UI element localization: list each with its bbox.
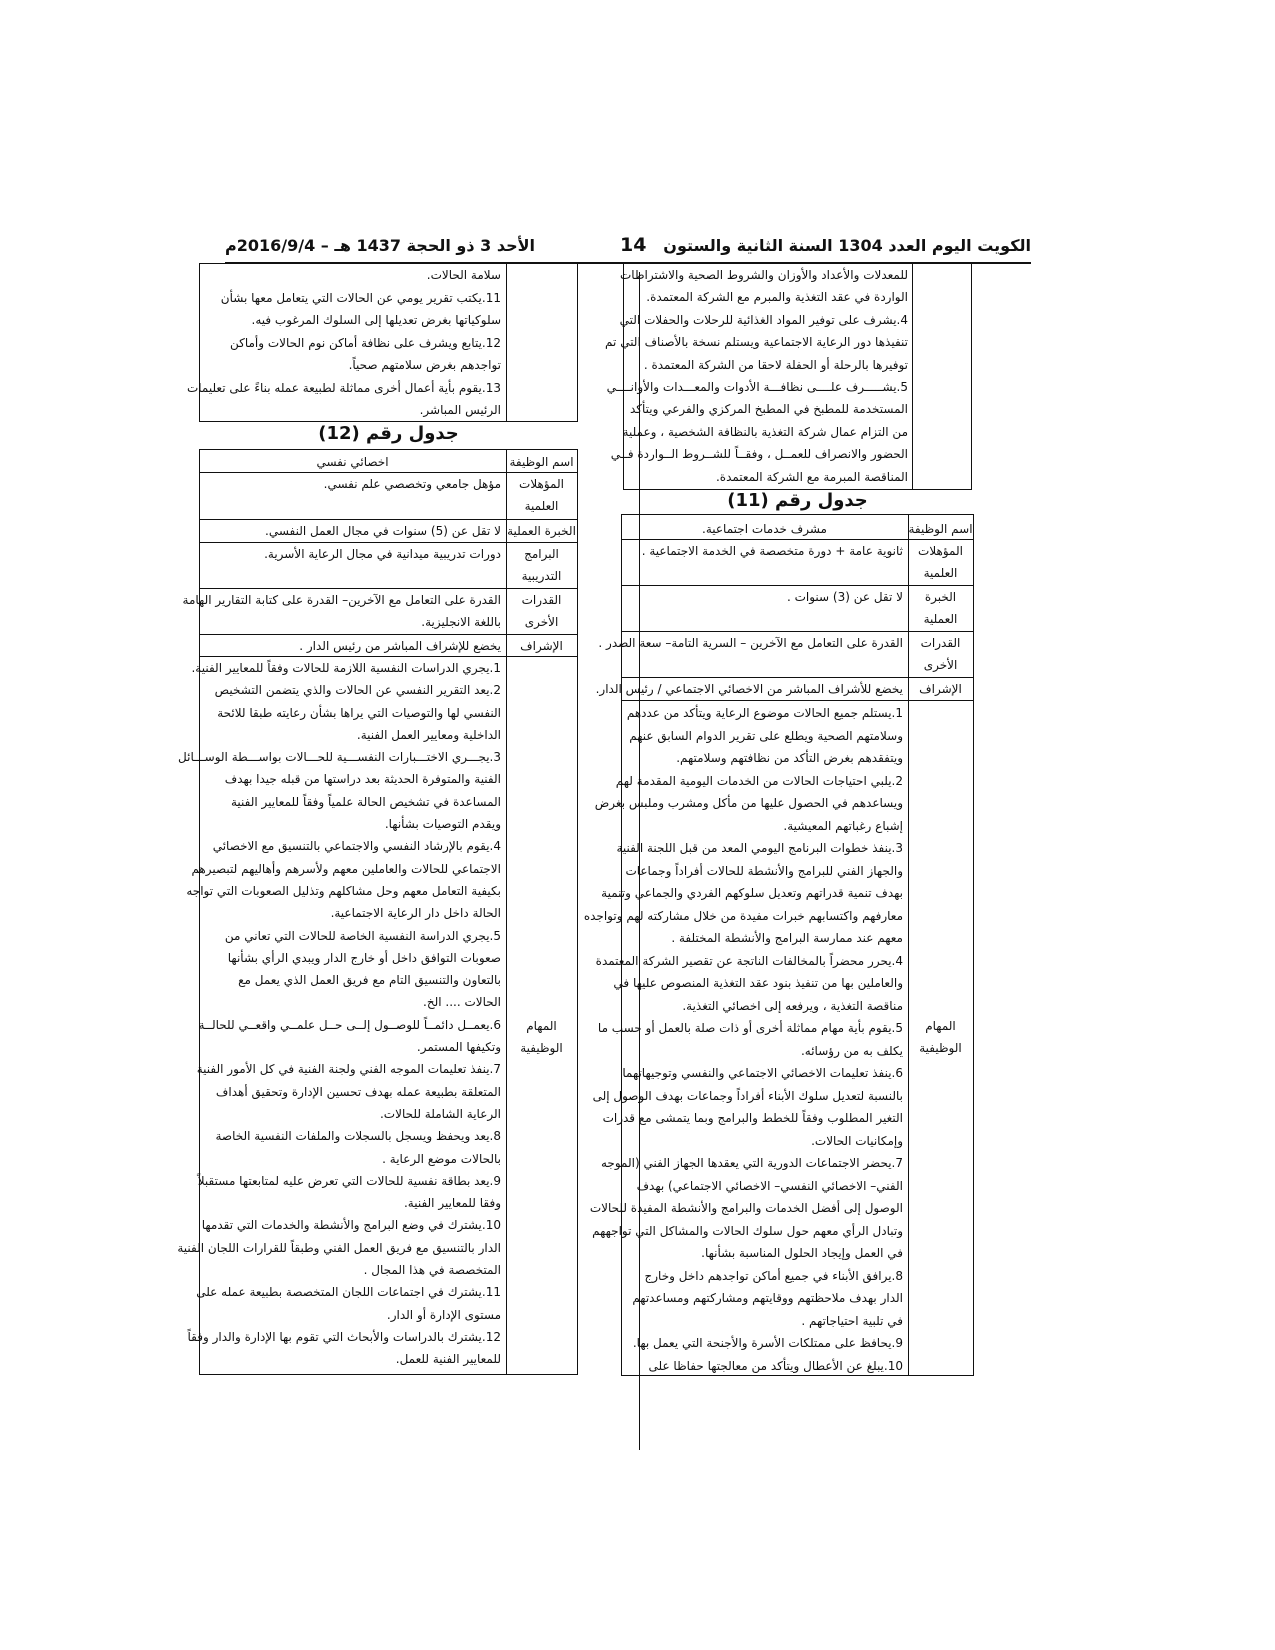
text-line: 6.ينفذ تعليمات الاخصائي الاجتماعي والنفسي وتوجيهاتهما xyxy=(622,1066,903,1080)
text-line: 2.يلبي احتياجات الحالات من الخدمات اليومية المقدمة لهم xyxy=(615,773,903,788)
text-line: الواردة في عقد التغذية والمبرم مع الشركة المعتمدة. xyxy=(646,290,908,305)
text-line: 9.يحافظ على ممتلكات الأسرة والأجنحة التي يعمل بها. xyxy=(632,1336,903,1350)
text-line: 5.يشـــــرف علــــى نظافـــة الأدوات والمعـــدات والأوانــــي xyxy=(606,380,908,395)
training-value: دورات تدريبية ميدانية في مجال الرعاية الأسرية. xyxy=(264,547,501,561)
abilities-label: القدرات الأخرى xyxy=(920,636,961,672)
table-10-continuation xyxy=(605,263,972,490)
table-12 xyxy=(177,449,578,1375)
table-11-continuation xyxy=(186,263,578,422)
text-line: في تلبية احتياجاتهم . xyxy=(801,1313,903,1328)
text-line: الدار بالتنسيق مع فريق العمل الفني وطبقاً للقرارات اللجان الفنية xyxy=(177,1240,501,1255)
text-line: 11.يكتب تقرير يومي عن الحالات التي يتعامل معها بشأن xyxy=(220,290,501,305)
issue-date: الأحد 3 ذو الحجة 1437 هـ – 2016/9/4م xyxy=(225,236,536,255)
supervision-value: يخضع للأشراف المباشر من الاخصائي الاجتماعي / رئيس الدار. xyxy=(595,682,903,696)
text-line: سلامة الحالات. xyxy=(426,268,501,282)
text-line: ويقدم التوصيات بشأنها. xyxy=(384,817,501,832)
supervision-label: الإشراف xyxy=(520,639,563,653)
text-line: بالتعاون والتنسيق التام مع فريق العمل الذي يعمل مع xyxy=(238,973,501,988)
text-line: وسلامتهم الصحية ويطلع على تقرير الدوام السابق عنهم xyxy=(629,728,903,743)
text-line: تواجدهم بغرض سلامتهم صحياً. xyxy=(348,358,501,372)
text-line: 4.يحرر محضراً بالمخالفات الناتجة عن تقصير الشركة المعتمدة xyxy=(595,953,903,968)
duties-label: المهام الوظيفية xyxy=(520,1019,563,1055)
abilities-label: القدرات الأخرى xyxy=(521,593,562,629)
text-line: يكلف به من رؤسائه. xyxy=(800,1043,903,1058)
text-line: المتعلقة بطبيعة عمله بهدف تحسين الإدارة وتحقيق أهداف xyxy=(215,1084,501,1099)
experience-label: الخبرة العملية xyxy=(507,524,576,538)
text-line: 1.يستلم جميع الحالات موضوع الرعاية ويتأكد من عددهم xyxy=(626,706,903,720)
text-line: إشباع رغباتهم المعيشية. xyxy=(783,818,903,833)
experience-value: لا تقل عن (3) سنوات . xyxy=(786,590,903,604)
training-label: البرامج التدريبية xyxy=(521,547,562,583)
text-line: صعوبات التوافق داخل أو خارج الدار ويبدي الرأي بشأنها xyxy=(227,950,501,965)
text-line: الوصول إلى أفضل الخدمات والبرامج والأنشطة المفيدة للحالات xyxy=(589,1201,903,1215)
text-line: 8.يعد ويحفظ ويسجل بالسجلات والملفات النفسية الخاصة xyxy=(215,1129,501,1144)
newspaper-issue-info: الكويت اليوم العدد 1304 السنة الثانية والستون xyxy=(663,236,1031,255)
qualifications-label: المؤهلات العلمية xyxy=(918,544,963,580)
text-line: وتكيفها المستمر. xyxy=(416,1040,501,1055)
text-line: المتخصصة في هذا المجال . xyxy=(363,1263,501,1278)
text-line: الحالة داخل دار الرعاية الاجتماعية. xyxy=(330,906,501,921)
text-line: مناقصة التغذية ، ويرفعه إلى اخصائي التغذية. xyxy=(682,998,903,1013)
text-line: وإمكانيات الحالات. xyxy=(811,1133,903,1148)
text-line: الرئيس المباشر. xyxy=(419,403,501,417)
text-line: 10.يبلغ عن الأعطال ويتأكد من معالجتها حفاظا على xyxy=(648,1358,903,1373)
text-line: 7.يحضر الاجتماعات الدورية التي يعقدها الجهاز الفني (الموجه xyxy=(600,1156,903,1170)
qualifications-value: مؤهل جامعي وتخصصي علم نفسي. xyxy=(323,477,501,491)
text-line: بهدف تنمية قدراتهم وتعديل سلوكهم الفردي والجماعي وتنمية xyxy=(601,886,903,900)
text-line: ويتفقدهم بغرض التأكد من نظافتهم وسلامتهم. xyxy=(676,751,903,765)
text-line: الاجتماعي للحالات والعاملين معهم ولأسرهم وأهاليهم لتبصيرهم xyxy=(191,861,501,876)
text-line: ويساعدهم في الحصول عليها من مأكل ومشرب وملبس بغرض xyxy=(594,796,903,810)
supervision-label: الإشراف xyxy=(919,682,962,696)
text-line: الفني– الاخصائي النفسي– الاخصائي الاجتماعي) بهدف xyxy=(636,1178,903,1193)
text-line: المساعدة في تشخيص الحالة علمياً وفقاً للمعايير الفنية xyxy=(230,794,501,809)
text-line: والجهاز الفني للبرامج والأنشطة للحالات أفراداً وجماعات xyxy=(625,863,903,878)
text-line: الحالات .... الخ. xyxy=(423,995,501,1010)
text-line: بالنسبة لتعديل سلوك الأبناء أفراداً وجماعات بهدف الوصول إلى xyxy=(592,1088,903,1103)
job-title-value: اخصائي نفسي xyxy=(316,455,389,469)
text-line: والعاملين بها من تنفيذ بنود عقد التغذية المنصوص عليها في xyxy=(613,976,903,990)
experience-label: الخبرة العملية xyxy=(923,590,958,626)
text-line: النفسي لها والتوصيات التي يراها بشأن رعايته طبقا للائحة xyxy=(217,705,501,720)
text-line: معارفهم واكتسابهم خبرات مفيدة من خلال مشاركته لهم وتواجده xyxy=(583,908,903,923)
job-title-label: اسم الوظيفة xyxy=(908,522,973,536)
text-line: 5.يجري الدراسة النفسية الخاصة للحالات التي تعاني من xyxy=(224,928,501,943)
qualifications-value: ثانوية عامة + دورة متخصصة في الخدمة الاجتماعية . xyxy=(641,544,903,558)
text-line: 10.يشترك في وضع البرامج والأنشطة والخدمات التي تقدمها xyxy=(201,1218,501,1233)
duties-label: المهام الوظيفية xyxy=(919,1019,962,1055)
text-line: معهم عند ممارسة البرامج والأنشطة المختلفة . xyxy=(671,931,903,945)
text-line: 12.يشترك بالدراسات والأبحاث التي تقوم بها الإدارة والدار وفقاً xyxy=(187,1329,501,1344)
abilities-value: القدرة على التعامل مع الآخرين – السرية التامة– سعة الصدر . xyxy=(598,636,903,650)
text-line: بالحالات موضع الرعاية . xyxy=(382,1151,501,1166)
text-line: 13.يقوم بأية أعمال أخرى مماثلة لطبيعة عمله بناءً على تعليمات xyxy=(186,380,501,395)
table-11 xyxy=(583,514,974,1376)
text-line: 11.يشترك في اجتماعات اللجان المتخصصة بطبيعة عمله على xyxy=(196,1285,501,1300)
text-line: 3.يجـــري الاختـــبارات النفســـية للحـــالات بواســـطة الوســـائل xyxy=(178,750,501,765)
text-line: مستوى الإدارة أو الدار. xyxy=(386,1307,501,1322)
text-line: 3.ينفذ خطوات البرنامج اليومي المعد من قبل اللجنة الفنية xyxy=(616,841,903,855)
supervision-value: يخضع للإشراف المباشر من رئيس الدار . xyxy=(299,639,501,653)
label-column xyxy=(506,264,577,421)
text-line: المستخدمة للمطبخ في المطبخ المركزي والفرعي ويتأكد xyxy=(629,402,908,417)
text-line: 12.يتابع ويشرف على نظافة أماكن نوم الحالات وأماكن xyxy=(229,335,501,350)
qualifications-label: المؤهلات العلمية xyxy=(519,477,564,513)
text-line: المناقصة المبرمة مع الشركة المعتمدة. xyxy=(715,469,908,484)
continuation-text xyxy=(605,264,908,488)
table-12-title: جدول رقم (12) xyxy=(318,423,459,444)
label-column xyxy=(912,264,971,489)
text-line: من التزام عمال شركة التغذية بالنظافة الشخصية ، وعملية xyxy=(622,424,908,439)
text-line: التغير المطلوب وفقاً للخطط والبرامج وبما يتمشى مع قدرات xyxy=(602,1111,903,1125)
job-title-value: مشرف خدمات اجتماعية. xyxy=(702,522,827,536)
abilities-value: القدرة على التعامل مع الآخرين– القدرة على كتابة التقارير الهامة باللغة الانجليزية. xyxy=(182,593,501,629)
page-number: 14 xyxy=(620,234,647,256)
duties-list xyxy=(177,657,501,1371)
text-line: 1.يجري الدراسات النفسية اللازمة للحالات وفقاً للمعايير الفنية. xyxy=(191,661,501,675)
text-line: الرعاية الشاملة للحالات. xyxy=(379,1106,501,1121)
text-line: بكيفية التعامل معهم وحل مشاكلهم وتذليل الصعوبات التي تواجه xyxy=(186,883,501,898)
text-line: الفنية والمتوفرة الحديثة بعد دراستها من قبله جيدا بهدف xyxy=(224,772,501,787)
text-line: 8.يرافق الأبناء في جميع أماكن تواجدهم داخل وخارج xyxy=(644,1268,903,1283)
text-line: 4.يشرف على توفير المواد الغذائية للرحلات والحفلات التي xyxy=(619,312,908,327)
text-line: وتبادل الرأي معهم حول سلوك الحالات والمشاكل التي تواجههم xyxy=(592,1223,903,1238)
text-line: في العمل وإيجاد الحلول المناسبة بشأنها. xyxy=(701,1246,903,1260)
text-line: 7.ينفذ تعليمات الموجه الفني ولجنة الفنية في كل الأمور الفنية xyxy=(196,1062,501,1077)
text-line: توفيرها بالرحلة أو الحفلة لاحقا من الشركة المعتمدة . xyxy=(643,357,908,372)
text-line: 5.يقوم بأية مهام مماثلة أخرى أو ذات صلة بالعمل أو حسب ما xyxy=(597,1021,903,1035)
text-line: وفقا للمعايير الفنية. xyxy=(403,1196,501,1211)
text-line: الحضور والانصراف للعمــل ، وفقــاً للشــروط الــواردة فــي xyxy=(610,447,908,462)
text-line: الداخلية ومعايير العمل الفنية. xyxy=(356,727,501,742)
text-line: 9.يعد بطاقة نفسية للحالات التي تعرض عليه لمتابعتها مستقبلاً xyxy=(197,1173,501,1188)
text-line: الدار بهدف ملاحظتهم ووقايتهم ومشاركتهم ومساعدتهم xyxy=(632,1291,903,1305)
job-title-label: اسم الوظيفة xyxy=(509,455,574,469)
experience-value: لا تقل عن (5) سنوات في مجال العمل النفسي. xyxy=(265,524,501,538)
text-line: 2.يعد التقرير النفسي عن الحالات والذي يتضمن التشخيص xyxy=(214,683,501,698)
table-11-title: جدول رقم (11) xyxy=(727,490,868,511)
text-line: 6.يعمــل دائمــاً للوصــول إلــى حــل علمــي واقعــي للحالــة xyxy=(198,1017,501,1032)
text-line: 4.يقوم بالإرشاد النفسي والاجتماعي بالتنسيق مع الاخصائي xyxy=(212,839,501,854)
page-header xyxy=(225,232,1031,264)
text-line: سلوكياتها بغرض تعديلها إلى السلوك المرغوب فيه. xyxy=(251,313,501,327)
text-line: للمعدلات والأعداد والأوزان والشروط الصحية والاشتراطات xyxy=(620,268,908,282)
duties-list xyxy=(583,702,903,1377)
text-line: تنفيذها دور الرعاية الاجتماعية ويستلم نسخة بالأصناف التي تم xyxy=(605,335,908,350)
text-line: للمعايير الفنية للعمل. xyxy=(395,1352,501,1367)
continuation-text xyxy=(186,264,501,422)
